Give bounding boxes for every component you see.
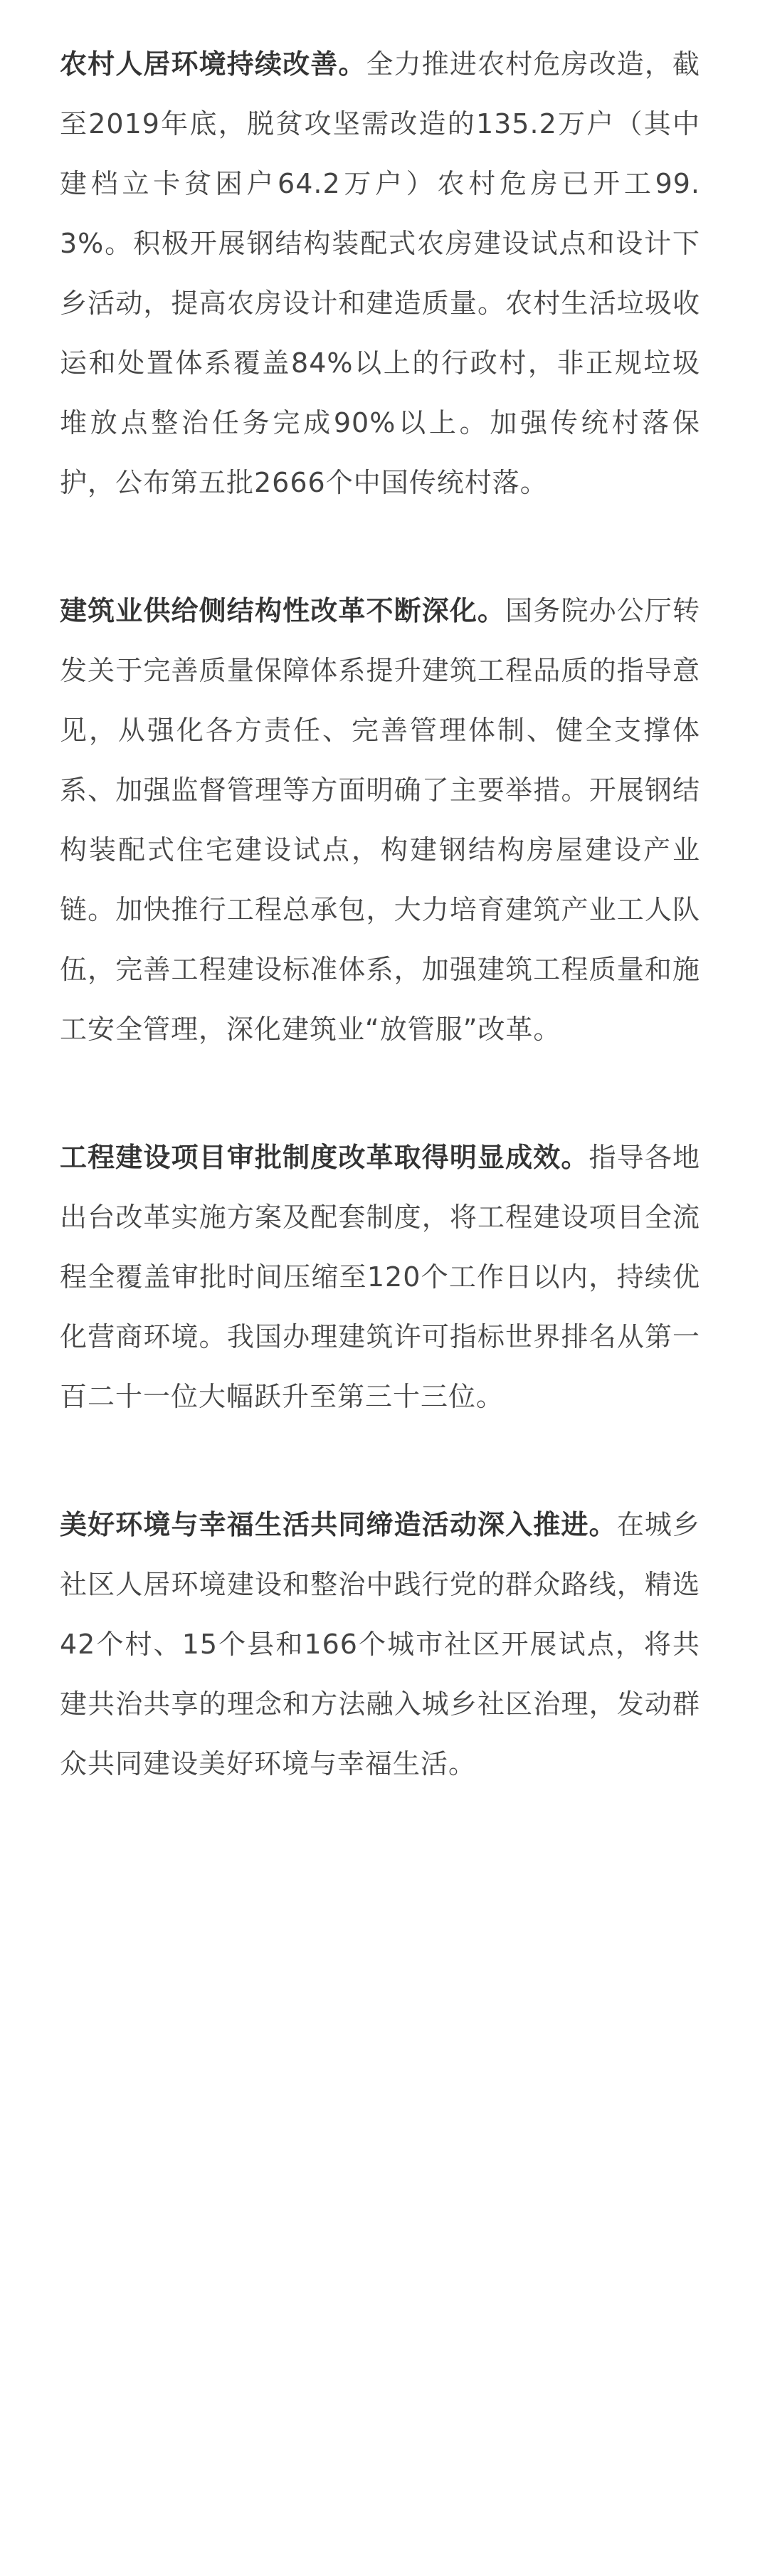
section-construction-reform — [60, 581, 700, 1059]
section-body: 全力推进农村危房改造，截至2019年底，脱贫攻坚需改造的135.2万户（其中建档立卡贫困户64.2万户）农村危房已开工99.3%。积极开展钢结构装配式农房建设试点和设计下乡活动，提高农房设计和建造质量。农村生活垃圾收运和处置体系覆盖84%以上的行政村，非正规垃圾堆放点整治任务完成90%以上。加强传统村落保护，公布第五批2666个中国传统村落。 — [60, 48, 700, 498]
section-heading: 农村人居环境持续改善。 — [60, 48, 366, 80]
article — [60, 34, 700, 1862]
section-body: 指导各地出台改革实施方案及配套制度，将工程建设项目全流程全覆盖审批时间压缩至120个工作日以内，持续优化营商环境。我国办理建筑许可指标世界排名从第一百二十一位大幅跃升至第三十三位。 — [60, 1142, 700, 1412]
section-body: 在城乡社区人居环境建设和整治中践行党的群众路线，精选42个村、15个县和166个城市社区开展试点，将共建共治共享的理念和方法融入城乡社区治理，发动群众共同建设美好环境与幸福生活。 — [60, 1509, 700, 1779]
section-heading: 美好环境与幸福生活共同缔造活动深入推进。 — [60, 1509, 617, 1540]
section-body: 国务院办公厅转发关于完善质量保障体系提升建筑工程品质的指导意见，从强化各方责任、完善管理体制、健全支撑体系、加强监督管理等方面明确了主要举措。开展钢结构装配式住宅建设试点，构建钢结构房屋建设产业链。加快推行工程总承包，大力培育建筑产业工人队伍，完善工程建设标准体系，加强建筑工程质量和施工安全管理，深化建筑业“放管服”改革。 — [60, 595, 700, 1045]
section-heading: 工程建设项目审批制度改革取得明显成效。 — [60, 1142, 589, 1173]
section-approval-reform — [60, 1127, 700, 1426]
section-co-creation-activity — [60, 1495, 700, 1794]
section-heading: 建筑业供给侧结构性改革不断深化。 — [60, 595, 506, 626]
section-rural-living-environment — [60, 34, 700, 512]
